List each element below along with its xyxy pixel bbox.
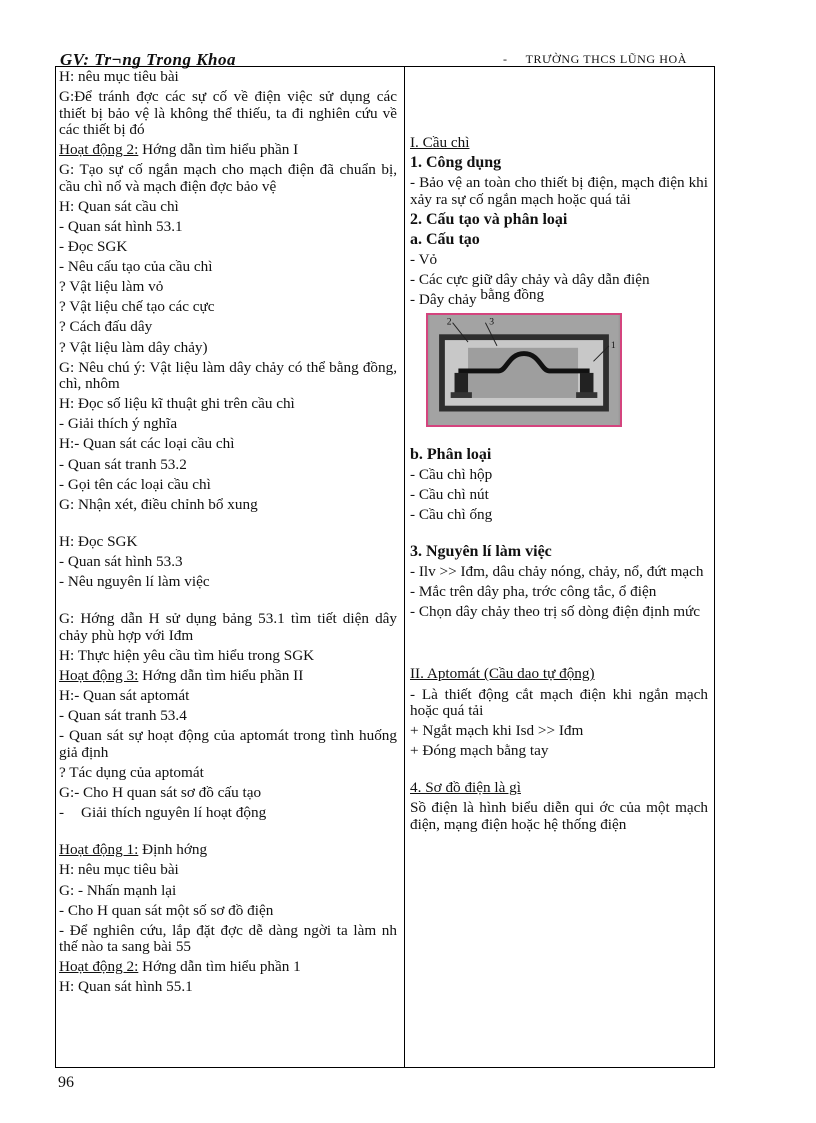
- text-line: G: Tạo sự cố ngắn mạch cho mạch điện đã chuẩn bị, cầu chì nổ và mạch điện đợc bảo vệ: [59, 161, 397, 195]
- text-line: - Là thiết động cắt mạch điện khi ngắn mạch hoặc quá tải: [410, 685, 708, 719]
- school-label: TRƯỜNG THCS LŨNG HOÀ: [525, 52, 688, 66]
- text-line: - Bảo vệ an toàn cho thiết bị điện, mạch điện khi xảy ra sự cố ngắn mạch hoặc quá tải: [410, 174, 708, 208]
- spacer: [410, 69, 708, 135]
- text-line: ? Vật liệu chế tạo các cực: [59, 298, 215, 316]
- text-line: G:- Cho H quan sát sơ đồ cấu tạo: [59, 783, 262, 801]
- subsection-heading: 3. Nguyên lí làm việc: [410, 543, 552, 561]
- text-line: + Ngắt mạch khi Isd >> Iđm: [410, 722, 584, 740]
- text-line: ? Vật liệu làm vỏ: [59, 278, 164, 296]
- subsection-heading: 1. Công dụng: [410, 154, 502, 172]
- text-line: - Cầu chì nút: [410, 485, 489, 503]
- spacer: [59, 517, 397, 534]
- teacher-student-activities: [59, 69, 397, 999]
- text-line: - Cầu chì ống: [410, 505, 493, 523]
- text-line: - Vỏ: [410, 250, 438, 268]
- lesson-table: [55, 66, 715, 1068]
- activity-heading: Hoạt động 2: Hớng dẫn tìm hiểu phần 1: [59, 958, 301, 976]
- text-line: - Chọn dây chảy theo trị số dòng điện định mức: [410, 603, 700, 621]
- text-line: H:- Quan sát aptomát: [59, 686, 190, 704]
- school-name: [503, 52, 687, 67]
- text-line: - Ilv >> Iđm, dâu chảy nóng, chảy, nổ, đứt mạch: [410, 563, 704, 581]
- text-line: Sồ điện là hình biểu diễn qui ớc của một mạch điện, mạng điện hoặc hệ thống điện: [410, 799, 708, 833]
- text-line: H: Quan sát hình 55.1: [59, 978, 193, 996]
- text-line: - Gọi tên các loại cầu chì: [59, 475, 211, 493]
- text-line: - Cầu chì hộp: [410, 465, 493, 483]
- fuse-diagram: [426, 313, 622, 427]
- header-dash: -: [503, 52, 508, 66]
- text-line: - Nêu nguyên lí làm việc: [59, 572, 210, 590]
- spacer: [410, 763, 708, 780]
- teacher-name: GV: Tr¬ng Trong Khoa: [60, 50, 237, 69]
- text-line: - Đọc SGK: [59, 238, 128, 256]
- text-line: G:Để tránh đợc các sự cố về điện việc sử dụng các thiết bị bảo vệ là không thể thiếu, ta đi nghiên cứu về các thiết bị đó: [59, 88, 397, 139]
- text-line: G: Nêu chú ý: Vật liệu làm dây chảy có thể bằng đồng, chì, nhôm: [59, 358, 397, 393]
- spacer: [410, 527, 708, 544]
- fuse-cross-section-image: [428, 315, 620, 425]
- activity-heading: Hoạt động 1: Định hớng: [59, 841, 208, 859]
- spacer: [59, 594, 397, 611]
- fig-label: 1: [610, 339, 616, 351]
- text-line: ? Cách đấu dây: [59, 318, 153, 336]
- activity-heading: Hoạt động 2: Hớng dẫn tìm hiểu phần I: [59, 141, 299, 159]
- text-line: - Dây chảy bằng đồng: [410, 286, 545, 309]
- text-line: ? Vật liệu làm dây chảy): [59, 338, 208, 356]
- text-line: - Quan sát hình 53.1: [59, 217, 183, 235]
- text-line: H: nêu mục tiêu bài: [59, 68, 179, 85]
- text-line: - Các cực giữ dây chảy và dây dẫn điện: [410, 271, 650, 289]
- column-divider: [404, 67, 405, 1067]
- text-line: - Quan sát tranh 53.4: [59, 706, 187, 724]
- text-line: ? Tác dụng của aptomát: [59, 763, 204, 781]
- activity-heading: Hoạt động 3: Hớng dẫn tìm hiểu phần II: [59, 666, 304, 684]
- text-line: G: Nhận xét, điều chỉnh bổ xung: [59, 495, 258, 513]
- text-line: H:- Quan sát các loại cầu chì: [59, 435, 235, 453]
- subsection-heading: b. Phân loại: [410, 445, 492, 463]
- text-line: - Nêu cấu tạo của cầu chì: [59, 258, 213, 276]
- text-line: - Quan sát hình 53.3: [59, 552, 183, 570]
- subsection-heading: 2. Cấu tạo và phân loại: [410, 210, 568, 228]
- text-line: G: Hớng dẫn H sử dụng bảng 53.1 tìm tiết diện dây chảy phù hợp với Iđm: [59, 610, 397, 644]
- text-line: - Quan sát tranh 53.2: [59, 455, 187, 473]
- spacer: [410, 624, 708, 666]
- fig-label: 3: [489, 316, 495, 328]
- text-line: H: nêu mục tiêu bài: [59, 861, 179, 879]
- lesson-content: [410, 69, 708, 837]
- spacer: [59, 825, 397, 842]
- page-number: 96: [58, 1074, 74, 1091]
- text-line: - Giải thích ý nghĩa: [59, 415, 178, 433]
- text-line: H: Thực hiện yêu cầu tìm hiểu trong SGK: [59, 646, 315, 664]
- section-heading: I. Cầu chì: [410, 134, 470, 151]
- fig-label: 2: [446, 316, 452, 328]
- text-line: G: - Nhấn mạnh lại: [59, 881, 177, 899]
- bullet-line: - Giải thích nguyên lí hoạt động: [59, 804, 267, 822]
- text-line: - Quan sát sự hoạt động của aptomát trong tình huống giả định: [59, 727, 397, 761]
- text-line: - Cho H quan sát một số sơ đồ điện: [59, 901, 274, 919]
- section-heading: II. Aptomát (Cầu dao tự động): [410, 665, 595, 683]
- subsection-heading: a. Cấu tạo: [410, 230, 480, 248]
- section-heading: 4. Sơ đồ điện là gì: [410, 779, 521, 797]
- text-line: H: Quan sát cầu chì: [59, 197, 179, 215]
- text-line: - Mắc trên dây pha, trớc công tắc, ổ điện: [410, 583, 657, 601]
- text-line: + Đóng mạch bằng tay: [410, 742, 549, 760]
- text-line: - Để nghiên cứu, lắp đặt đợc dễ dàng ngời ta làm nh thế nào ta sang bài 55: [59, 921, 397, 956]
- text-line: H: Đọc SGK: [59, 532, 138, 550]
- text-line: H: Đọc số liệu kĩ thuật ghi trên cầu chì: [59, 395, 295, 413]
